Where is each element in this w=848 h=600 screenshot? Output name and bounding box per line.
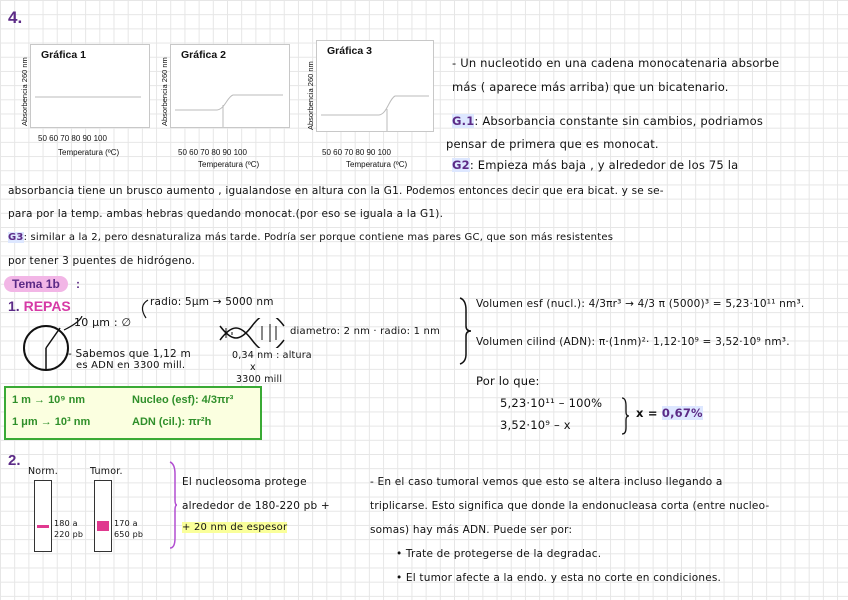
brace-rule bbox=[620, 396, 630, 436]
bullet-2: • El tumor afecte a la endo. y esta no corte en condiciones. bbox=[396, 572, 722, 584]
sabemos-line-1: - Sabemos que 1,12 m bbox=[68, 348, 191, 360]
chart-1-title: Gráfica 1 bbox=[41, 49, 86, 61]
g1-line-2: pensar de primera que es monocat. bbox=[446, 137, 659, 151]
conv-row2-left: 1 μm → 10³ nm bbox=[12, 416, 91, 428]
gel-band-normal bbox=[37, 525, 49, 528]
chart-3-ylabel: Absorbencia 260 nm bbox=[306, 61, 315, 130]
nucleosoma-line-2: alrededor de 180-220 pb + bbox=[182, 500, 330, 512]
chart-1-xticks: 50 60 70 80 90 100 bbox=[38, 134, 107, 143]
tumoral-line-3: somas) hay más ADN. Puede ser por: bbox=[370, 524, 573, 536]
rule-result-prefix: x = bbox=[636, 406, 662, 420]
brace-nucleosoma bbox=[168, 460, 178, 550]
por-lo-que: Por lo que: bbox=[476, 374, 540, 388]
vol-esf: Volumen esf (nucl.): 4/3πr³ → 4/3 π (5000)³ = 5,23·10¹¹ nm³. bbox=[476, 298, 805, 310]
chart-2-xticks: 50 60 70 80 90 100 bbox=[178, 148, 247, 157]
tema-label: Tema 1b bbox=[4, 276, 68, 292]
g2-label: G2 bbox=[452, 158, 470, 172]
sabemos-line-2: es ADN en 3300 mill. bbox=[76, 360, 186, 371]
q1-title: REPAS bbox=[23, 298, 71, 314]
g2-line-1 bbox=[452, 158, 738, 172]
chart-1-ylabel: Absorbencia 260 nm bbox=[20, 57, 29, 126]
g3-line-2: por tener 3 puentes de hidrógeno. bbox=[8, 255, 196, 267]
radio-note: radio: 5μm → 5000 nm bbox=[150, 296, 274, 308]
gel-tumor-label: Tumor. bbox=[90, 466, 123, 477]
q1-heading bbox=[8, 298, 71, 314]
q1-number: 1. bbox=[8, 298, 20, 314]
intro-line-2: más ( aparece más arriba) que un bicatenario. bbox=[452, 80, 729, 94]
conv-row2-right: ADN (cil.): πr²h bbox=[132, 416, 212, 428]
question-4-number: 4. bbox=[8, 8, 23, 27]
dna-helix-icon bbox=[218, 318, 288, 348]
dna-diameter: diametro: 2 nm · radio: 1 nm bbox=[290, 326, 441, 337]
chart-3-curve bbox=[317, 41, 433, 131]
gel-band-tumor bbox=[97, 521, 109, 531]
radio-arrow bbox=[136, 296, 156, 320]
rule-result bbox=[636, 406, 703, 420]
conv-row1-left: 1 m → 10⁹ nm bbox=[12, 394, 86, 406]
rule-line-2: 3,52·10⁹ – x bbox=[500, 418, 571, 432]
g1-label: G.1 bbox=[452, 114, 475, 128]
chart-3-xlabel: Temperatura (ºC) bbox=[346, 160, 408, 169]
brace-volumes bbox=[458, 296, 472, 366]
rule-line-1: 5,23·10¹¹ – 100% bbox=[500, 396, 603, 410]
tumoral-line-1: - En el caso tumoral vemos que esto se altera incluso llegando a bbox=[370, 476, 723, 488]
chart-2-title: Gráfica 2 bbox=[181, 49, 226, 61]
chart-1-curve bbox=[31, 45, 149, 127]
question-2-number: 2. bbox=[8, 452, 21, 469]
gel-norm-label: Norm. bbox=[28, 466, 58, 477]
g1-text-1: : Absorbancia constante sin cambios, podriamos bbox=[474, 114, 764, 128]
g1-line-1 bbox=[452, 114, 763, 128]
vol-cil: Volumen cilind (ADN): π·(1nm)²· 1,12·10⁹ = 3,52·10⁹ nm³. bbox=[476, 336, 790, 348]
gel-norm-band-label: 180 a 220 pb bbox=[54, 519, 84, 539]
g3-label: G3 bbox=[8, 232, 24, 243]
chart-1 bbox=[30, 44, 150, 128]
conv-row1-right: Nucleo (esf): 4/3πr³ bbox=[132, 394, 234, 406]
chart-2-curve bbox=[171, 45, 289, 127]
tema-colon: : bbox=[76, 277, 80, 291]
dna-altura-1: 0,34 nm : altura bbox=[232, 350, 312, 361]
dna-altura-3: 3300 mill bbox=[236, 374, 283, 385]
gel-lane-tumor bbox=[94, 480, 112, 552]
dna-altura-2: x bbox=[250, 362, 256, 373]
g2-text-1: : Empieza más baja , y alrededor de los 75 la bbox=[469, 158, 739, 172]
chart-3-title: Gráfica 3 bbox=[327, 45, 372, 57]
g2-line-3: para por la temp. ambas hebras quedando monocat.(por eso se iguala a la G1). bbox=[8, 208, 444, 220]
nucleosoma-line-3: + 20 nm de espesor bbox=[182, 522, 288, 533]
nucleosoma-line-1: El nucleosoma protege bbox=[182, 476, 307, 488]
g3-line-1 bbox=[8, 232, 613, 243]
g2-line-2: absorbancia tiene un brusco aumento , igualandose en altura con la G1. Podemos entonces decir que era bicat. y se se- bbox=[8, 185, 664, 197]
chart-3-xticks: 50 60 70 80 90 100 bbox=[322, 148, 391, 157]
conversion-box bbox=[4, 386, 262, 440]
chart-1-xlabel: Temperatura (ºC) bbox=[58, 148, 120, 157]
tumoral-line-2: triplicarse. Esto significa que donde la endonucleasa corta (entre nucleo- bbox=[370, 500, 770, 512]
bullet-1: • Trate de protegerse de la degradac. bbox=[396, 548, 602, 560]
chart-2-ylabel: Absorbencia 260 nm bbox=[160, 57, 169, 126]
intro-line-1: - Un nucleotido en una cadena monocatenaria absorbe bbox=[452, 56, 780, 70]
chart-2 bbox=[170, 44, 290, 128]
gel-tumor-band-label: 170 a 650 pb bbox=[114, 519, 144, 539]
chart-2-xlabel: Temperatura (ºC) bbox=[198, 160, 260, 169]
rule-result-value: 0,67% bbox=[661, 406, 703, 420]
chart-3 bbox=[316, 40, 434, 132]
diameter-note: 10 μm : ∅ bbox=[74, 316, 132, 329]
gel-lane-normal bbox=[34, 480, 52, 552]
g3-text-1: : similar a la 2, pero desnaturaliza más tarde. Podría ser porque contiene mas pares GC, que son más resistentes bbox=[23, 232, 614, 243]
